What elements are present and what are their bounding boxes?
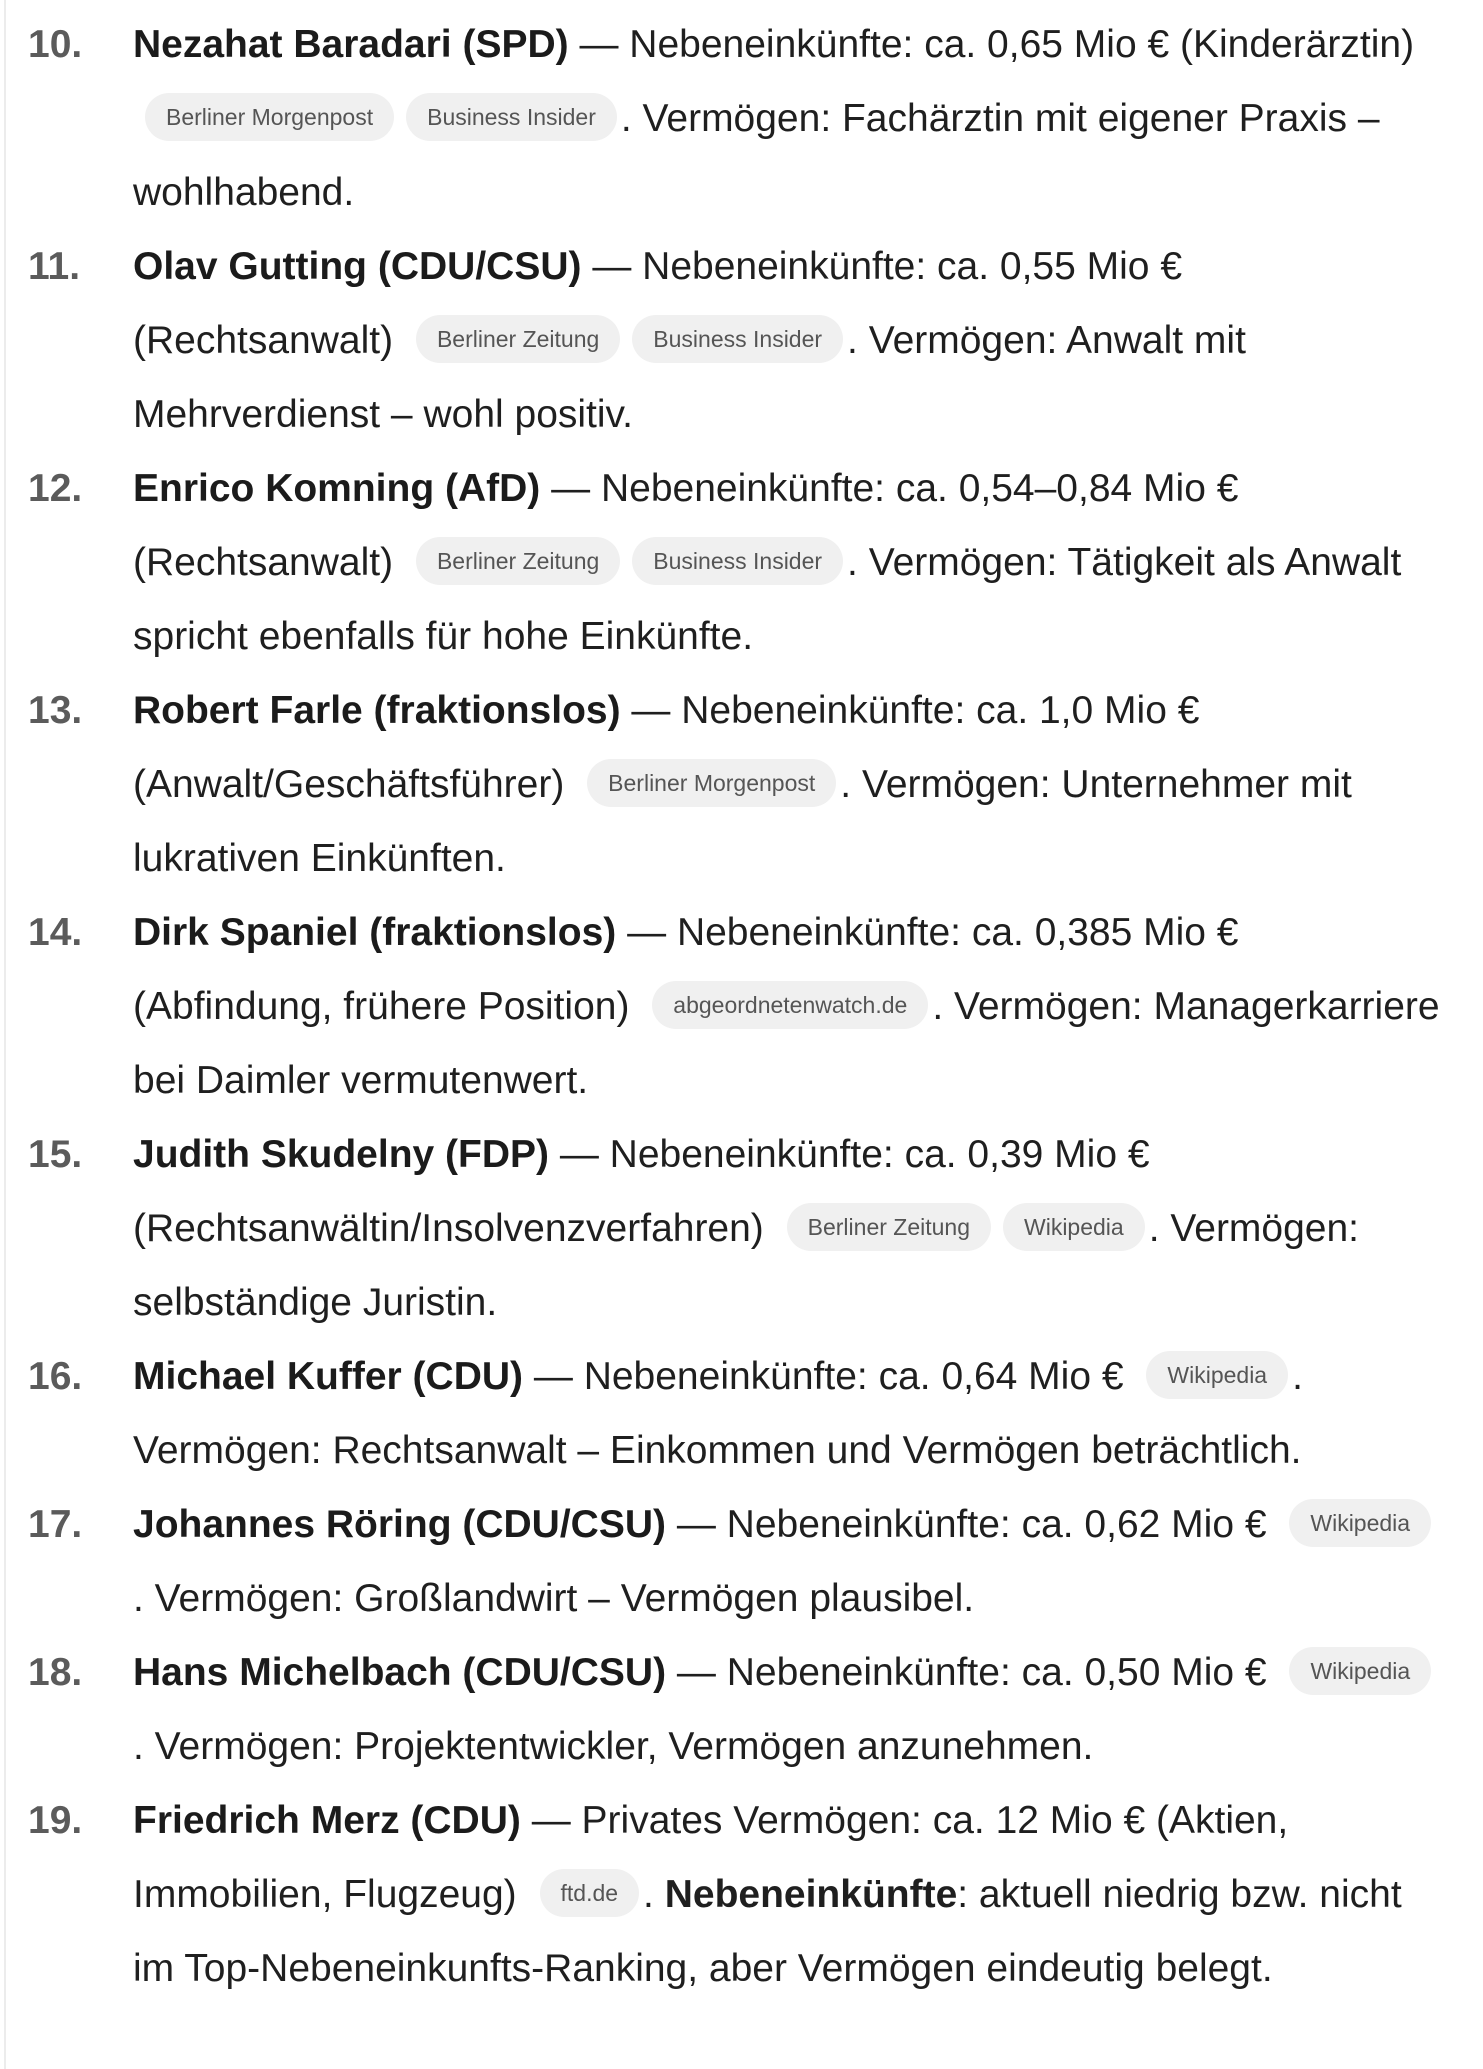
wealth-text: . Vermögen: Managerkarriere bei Daimler vermutenwert. [133, 985, 1440, 1102]
source-chip[interactable]: Berliner Zeitung [416, 537, 620, 585]
list-item [0, 1636, 1483, 1784]
income-text: — Nebeneinkünfte: ca. 0,62 Mio € [666, 1503, 1278, 1546]
item-number: 16. [28, 1355, 83, 1398]
wealth-text: . Vermögen: selbständige Juristin. [133, 1207, 1360, 1324]
wealth-text: . Vermögen: Rechtsanwalt – Einkommen und Vermögen beträchtlich. [133, 1355, 1303, 1472]
list-item [0, 230, 1483, 452]
source-chip[interactable]: Berliner Zeitung [416, 315, 620, 363]
wealth-text: . Vermögen: Fachärztin mit eigener Praxis – wohlhabend. [133, 97, 1380, 214]
wealth-text: . Vermögen: Tätigkeit als Anwalt spricht ebenfalls für hohe Einkünfte. [133, 541, 1402, 658]
list-item [0, 1488, 1483, 1636]
income-text: — Nebeneinkünfte: ca. 0,65 Mio € (Kinderärztin) [568, 23, 1415, 66]
item-number: 11. [28, 245, 81, 288]
wealth-text: . Vermögen: Anwalt mit Mehrverdienst – wohl positiv. [133, 319, 1246, 436]
source-chip[interactable]: Business Insider [406, 93, 617, 141]
politician-name: Friedrich Merz (CDU) [133, 1799, 521, 1842]
politician-name: Michael Kuffer (CDU) [133, 1355, 524, 1398]
item-number: 19. [28, 1799, 83, 1842]
income-label: Nebeneinkünfte [664, 1873, 958, 1916]
politician-name: Johannes Röring (CDU/CSU) [133, 1503, 667, 1546]
income-text: — Nebeneinkünfte: ca. 0,55 Mio € (Rechtsanwalt) [133, 245, 1183, 362]
income-text: : aktuell niedrig bzw. nicht im Top-Nebeneinkunfts-Ranking, aber Vermögen eindeutig belegt. [133, 1873, 1402, 1990]
item-number: 10. [28, 23, 83, 66]
income-text: — Nebeneinkünfte: ca. 1,0 Mio € (Anwalt/Geschäftsführer) [133, 689, 1200, 806]
source-chip[interactable]: Berliner Morgenpost [145, 93, 394, 141]
income-text: — Nebeneinkünfte: ca. 0,39 Mio € (Rechtsanwältin/Insolvenzverfahren) [133, 1133, 1150, 1250]
source-chip[interactable]: ftd.de [540, 1869, 640, 1917]
list-item [0, 8, 1483, 230]
item-number: 12. [28, 467, 83, 510]
politician-name: Olav Gutting (CDU/CSU) [133, 245, 582, 288]
politician-name: Dirk Spaniel (fraktionslos) [133, 911, 617, 954]
income-text: — Nebeneinkünfte: ca. 0,50 Mio € [666, 1651, 1278, 1694]
list-item [0, 452, 1483, 674]
wealth-text: . Vermögen: Projektentwickler, Vermögen anzunehmen. [133, 1725, 1094, 1768]
separator-text: . [643, 1873, 665, 1916]
source-chip[interactable]: Berliner Zeitung [787, 1203, 991, 1251]
item-number: 17. [28, 1503, 83, 1546]
income-text: — Nebeneinkünfte: ca. 0,54–0,84 Mio € (Rechtsanwalt) [133, 467, 1239, 584]
list-item [0, 1118, 1483, 1340]
wealth-text: . Vermögen: Großlandwirt – Vermögen plausibel. [133, 1577, 975, 1620]
politician-name: Hans Michelbach (CDU/CSU) [133, 1651, 667, 1694]
politician-name: Judith Skudelny (FDP) [133, 1133, 550, 1176]
source-chip[interactable]: abgeordnetenwatch.de [652, 981, 928, 1029]
source-chip[interactable]: Berliner Morgenpost [587, 759, 836, 807]
income-text: — Nebeneinkünfte: ca. 0,385 Mio € (Abfindung, frühere Position) [133, 911, 1239, 1028]
source-chip[interactable]: Wikipedia [1003, 1203, 1145, 1251]
list-item [0, 1340, 1483, 1488]
source-chip[interactable]: Wikipedia [1289, 1647, 1431, 1695]
source-chip[interactable]: Wikipedia [1289, 1499, 1431, 1547]
item-number: 18. [28, 1651, 83, 1694]
item-number: 13. [28, 689, 83, 732]
ranking-list [0, 8, 1483, 2006]
item-number: 15. [28, 1133, 83, 1176]
item-number: 14. [28, 911, 83, 954]
politician-name: Enrico Komning (AfD) [133, 467, 541, 510]
income-text: — Nebeneinkünfte: ca. 0,64 Mio € [523, 1355, 1135, 1398]
source-chip[interactable]: Wikipedia [1146, 1351, 1288, 1399]
list-item [0, 896, 1483, 1118]
source-chip[interactable]: Business Insider [632, 537, 843, 585]
wealth-text: . Vermögen: Unternehmer mit lukrativen Einkünften. [133, 763, 1352, 880]
list-item [0, 674, 1483, 896]
politician-name: Robert Farle (fraktionslos) [133, 689, 621, 732]
wealth-text: — Privates Vermögen: ca. 12 Mio € (Aktien, Immobilien, Flugzeug) [133, 1799, 1289, 1916]
politician-name: Nezahat Baradari (SPD) [133, 23, 569, 66]
list-item [0, 1784, 1483, 2006]
source-chip[interactable]: Business Insider [632, 315, 843, 363]
